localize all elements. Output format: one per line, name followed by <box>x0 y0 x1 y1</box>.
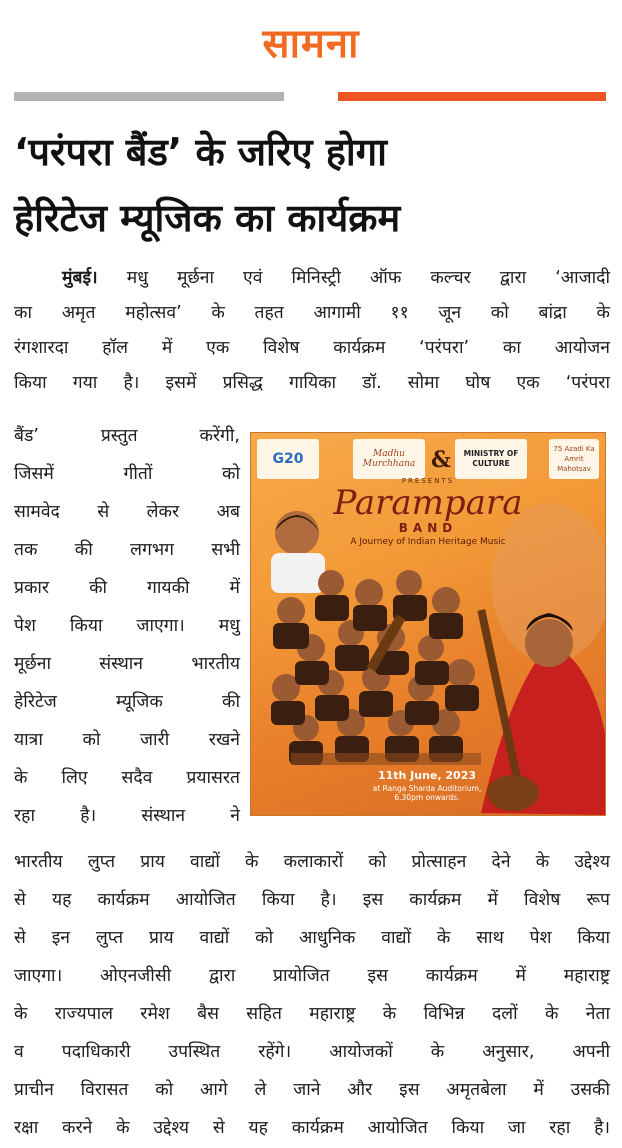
event-poster-image <box>250 432 606 816</box>
dateline: मुंबई। <box>62 268 98 288</box>
article-line: प्राचीन विरासत को आगे ले जाने और इस अमृतबेला में उसकी <box>14 1080 610 1100</box>
article-line: व पदाधिकारी उपस्थित रहेंगे। आयोजकों के अनुसार, अपनी <box>14 1042 610 1062</box>
article-line: के लिए सदैव प्रयासरत <box>14 768 240 788</box>
article-line: से इन लुप्त प्राय वाद्यों को आधुनिक वाद्यों के साथ पेश किया <box>14 928 610 948</box>
poster-venue-line-2: 6.30pm onwards. <box>394 793 460 802</box>
article-line: रंगशारदा हॉल में एक विशेष कार्यक्रम ‘परंपरा’ का आयोजन <box>14 338 610 358</box>
poster-venue <box>347 784 507 802</box>
poster-band-label: BAND <box>398 521 458 535</box>
article-line: मुंबई। मधु मूर्छना एवं मिनिस्ट्री ऑफ कल्चर द्वारा ‘आजादी <box>62 268 610 288</box>
poster-venue-line-1: at Ranga Sharda Auditorium, <box>372 784 482 793</box>
poster-tagline: A Journey of Indian Heritage Music <box>350 537 506 547</box>
article-line: यात्रा को जारी रखने <box>14 730 240 750</box>
article-line: पेश किया जाएगा। मधु <box>14 616 240 636</box>
ministry-of-culture-logo: MINISTRY OF CULTURE <box>455 439 527 479</box>
article-line: रक्षा करने के उद्देश्य से यह कार्यक्रम आयोजित किया जा रहा है। <box>14 1118 610 1138</box>
article-line: जिसमें गीतों को <box>14 464 240 484</box>
headline-line-1: ‘परंपरा बैंड’ के जरिए होगा <box>14 130 387 174</box>
headline-line-2: हेरिटेज म्यूजिक का कार्यक्रम <box>14 196 401 240</box>
article-line: का अमृत महोत्सव’ के तहत आगामी ११ जून को बांद्रा के <box>14 303 610 323</box>
masthead-rule-left <box>14 92 284 101</box>
article-line: के राज्यपाल रमेश बैस सहित महाराष्ट्र के विभिन्न दलों के नेता <box>14 1004 610 1024</box>
article-line: हेरिटेज म्यूजिक की <box>14 692 240 712</box>
article-line: मूर्छना संस्थान भारतीय <box>14 654 240 674</box>
newspaper-masthead: सामना <box>262 21 360 67</box>
poster-date: 11th June, 2023 <box>377 769 477 782</box>
article-line: सामवेद से लेकर अब <box>14 502 240 522</box>
madhu-murchhana-logo: Madhu Murchhana <box>353 439 425 479</box>
article-line: जाएगा। ओएनजीसी द्वारा प्रायोजित इस कार्यक्रम में महाराष्ट्र <box>14 966 610 986</box>
poster-ampersand: & <box>431 447 451 473</box>
article-line: बैंड’ प्रस्तुत करेंगी, <box>14 426 240 446</box>
poster-presents: PRESENTS <box>401 477 455 485</box>
masthead-rule-right <box>338 92 606 101</box>
azadi-ka-amrit-mahotsav-logo: 75 Azadi Ka Amrit Mahotsav <box>549 439 599 479</box>
article-line: से यह कार्यक्रम आयोजित किया है। इस कार्यक्रम में विशेष रूप <box>14 890 610 910</box>
article-line: किया गया है। इसमें प्रसिद्ध गायिका डॉ. सोमा घोष एक ‘परंपरा <box>14 373 610 393</box>
g20-logo: G20 <box>257 439 319 479</box>
article-line: प्रकार की गायकी में <box>14 578 240 598</box>
article-line: तक की लगभग सभी <box>14 540 240 560</box>
article-line: रहा है। संस्थान ने <box>14 806 240 826</box>
article-line: भारतीय लुप्त प्राय वाद्यों के कलाकारों को प्रोत्साहन देने के उद्देश्य <box>14 852 610 872</box>
poster-title: Parampara <box>333 483 523 523</box>
